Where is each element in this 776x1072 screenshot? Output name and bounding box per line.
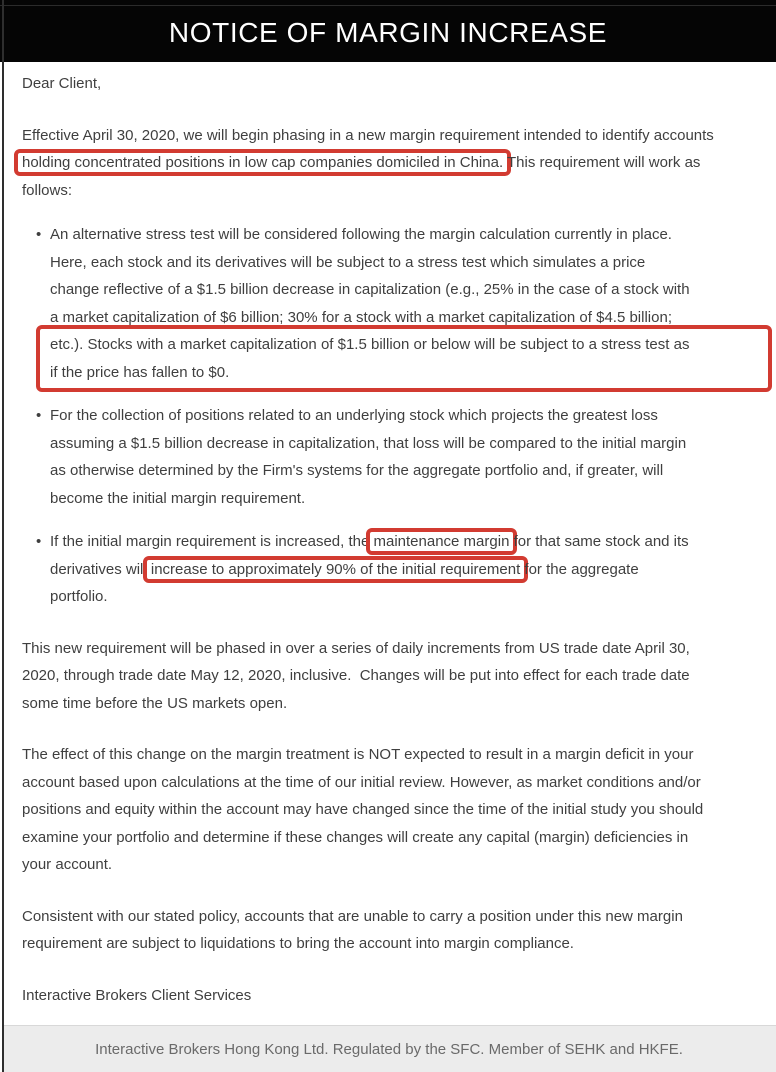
text-segment: Here, each stock and its derivatives will be subject to a stress test which simulates a price [50, 253, 646, 271]
text-line [22, 635, 758, 663]
text-segment: examine your portfolio and determine if these changes will create any capital (margin) deficiencies in [22, 828, 689, 846]
text-line [22, 796, 758, 824]
text-segment: Interactive Brokers Client Services [22, 986, 252, 1004]
text-segment: derivatives will [50, 560, 151, 578]
text-line [50, 402, 758, 430]
document-body [2, 62, 776, 1026]
text-segment: for the aggregate [520, 560, 639, 578]
highlight-annotation: increase to approximately 90% of the initial requirement [143, 556, 528, 583]
text-segment: for that same stock and its [509, 533, 689, 550]
intro-paragraph [22, 122, 758, 205]
text-line [22, 930, 758, 958]
phase-in-paragraph [22, 635, 758, 718]
bullet-item [36, 528, 758, 611]
notice-title: NOTICE OF MARGIN INCREASE [168, 17, 608, 48]
text-segment: An alternative stress test will be considered following the margin calculation currently in place. [50, 226, 672, 243]
page-left-border [2, 0, 4, 1072]
signature [22, 982, 758, 1010]
text-line [22, 982, 758, 1010]
text-segment: The effect of this change on the margin treatment is NOT expected to result in a margin deficit in your [22, 746, 694, 763]
text-segment: positions and equity within the account may have changed since the time of the initial study you should [22, 801, 704, 818]
text-line [22, 177, 758, 205]
highlight-annotation: maintenance margin [366, 528, 518, 555]
text-segment: if the price has fallen to $0. [50, 363, 230, 381]
text-segment: portfolio. [50, 588, 108, 605]
text-line [50, 331, 768, 359]
text-segment: Consistent with our stated policy, accounts that are unable to carry a position under this new margin [22, 907, 683, 925]
bullet-marker-icon: • [36, 226, 42, 243]
highlight-annotation-block [36, 325, 772, 392]
policy-paragraph [22, 903, 758, 958]
text-line [22, 769, 758, 797]
header-seam-line [0, 5, 776, 6]
text-segment: change reflective of a $1.5 billion decrease in capitalization (e.g., 25% in the case of a stock with [50, 281, 690, 298]
text-segment: become the initial margin requirement. [50, 489, 306, 507]
text-line [22, 741, 758, 769]
bullet-item [36, 402, 758, 512]
text-line [50, 485, 758, 513]
text-segment: requirement are subject to liquidations to bring the account into margin compliance. [22, 935, 574, 952]
effect-paragraph [22, 741, 758, 879]
text-segment: account based upon calculations at the time of our initial review. However, as market conditions and/or [22, 773, 701, 791]
text-segment: follows: [22, 181, 73, 199]
text-segment: etc.). Stocks with a market capitalization of $1.5 billion or below will be subject to a stress test as [50, 336, 690, 353]
text-segment: If the initial margin requirement is increased, the [50, 533, 374, 550]
text-segment: some time before the US markets open. [22, 694, 288, 712]
text-segment: a market capitalization of $6 billion; 30% for a stock with a market capitalization of $4.5 billion; [50, 308, 672, 326]
text-segment: This new requirement will be phased in over a series of daily increments from US trade date April 30, [22, 639, 690, 657]
notice-header-bar [0, 0, 776, 62]
text-line [22, 824, 758, 852]
text-line [22, 690, 758, 718]
text-segment: assuming a $1.5 billion decrease in capitalization, that loss will be compared to the initial margin [50, 434, 687, 452]
text-line [50, 583, 758, 611]
text-line [50, 528, 758, 556]
bullet-marker-icon: • [36, 407, 42, 424]
highlight-annotation: holding concentrated positions in low cap companies domiciled in China. [14, 149, 511, 176]
text-line [22, 851, 758, 879]
text-line [50, 359, 768, 387]
text-line [22, 903, 758, 931]
text-line [50, 457, 758, 485]
text-line [50, 276, 758, 304]
text-segment: For the collection of positions related to an underlying stock which projects the greatest loss [50, 407, 658, 424]
salutation: Dear Client, [22, 75, 102, 92]
text-segment: your account. [22, 856, 113, 873]
text-line [50, 249, 758, 277]
bullet-item [36, 221, 758, 392]
text-segment: as otherwise determined by the Firm's systems for the aggregate portfolio and, if greater, will [50, 462, 664, 479]
text-line [22, 149, 758, 177]
text-line [50, 221, 758, 249]
text-line [22, 662, 758, 690]
text-line [22, 122, 758, 150]
footer-text: Interactive Brokers Hong Kong Ltd. Regulated by the SFC. Member of SEHK and HKFE. [95, 1040, 683, 1058]
text-segment: This requirement will work as [503, 154, 701, 171]
requirement-bullet-list [22, 221, 758, 611]
text-line [50, 430, 758, 458]
text-segment: Effective April 30, 2020, we will begin phasing in a new margin requirement intended to identify accounts [22, 126, 714, 144]
footer-bar [2, 1025, 776, 1072]
bullet-marker-icon: • [36, 533, 42, 550]
text-segment: 2020, through trade date May 12, 2020, inclusive. Changes will be put into effect for each trade date [22, 667, 690, 684]
text-line [50, 556, 758, 584]
